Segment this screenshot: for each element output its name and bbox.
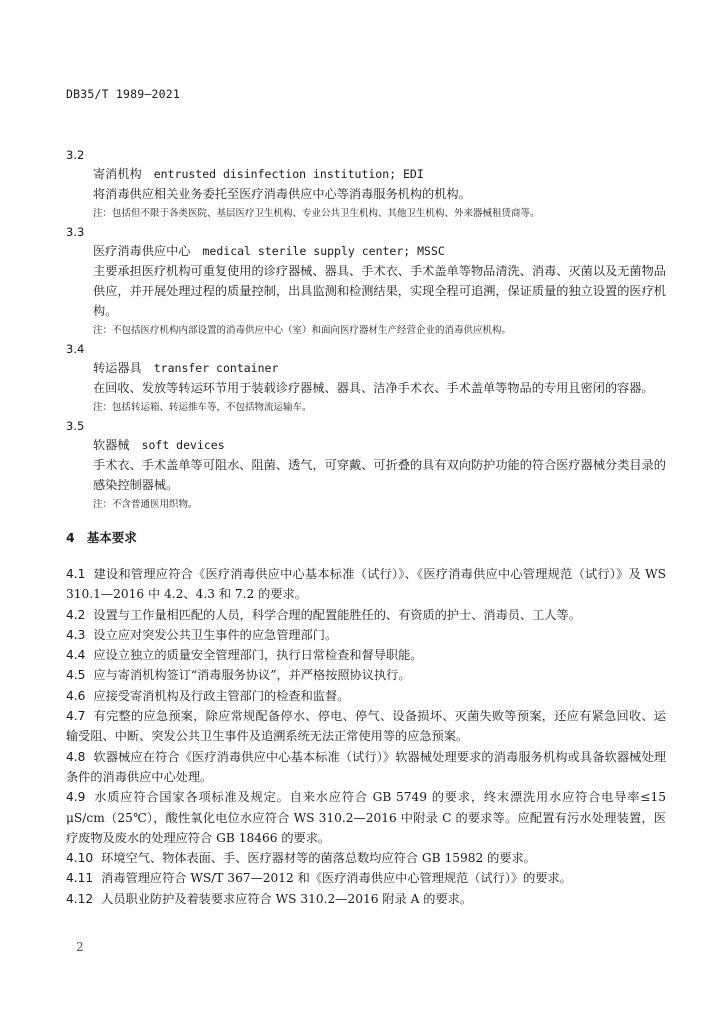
term-title — [93, 241, 666, 261]
clause-list — [66, 564, 666, 909]
clause-text: 建设和管理应符合《医疗消毒供应中心基本标准（试行）》、《医疗消毒供应中心管理规范（试行）》及 WS 310.1—2016 中 4.2、4.3 和 7.2 的要求。 — [66, 567, 666, 602]
clause — [66, 889, 666, 909]
clause — [66, 686, 666, 706]
term-number: 3.2 — [66, 148, 85, 162]
clause-text: 环境空气、物体表面、手、医疗器材等的菌落总数均应符合 GB 15982 的要求。 — [101, 851, 536, 866]
term-entry — [66, 340, 666, 417]
term-definition: 将消毒供应相关业务委托至医疗消毒供应中心等消毒服务机构的机构。 — [93, 187, 471, 201]
clause — [66, 625, 666, 645]
clause-number: 4.10 — [66, 851, 94, 866]
section-number: 4 — [66, 530, 75, 545]
term-note: 注：包括转运箱、转运推车等，不包括物流运输车。 — [93, 402, 312, 413]
clause-text: 人员职业防护及着装要求应符合 WS 310.2—2016 附录 A 的要求。 — [101, 891, 473, 906]
term-definition: 手术衣、手术盖单等可阻水、阻菌、透气，可穿戴、可折叠的具有双向防护功能的符合医疗器械分类目录的感染控制器械。 — [93, 458, 666, 492]
term-title — [93, 435, 666, 455]
term-title — [93, 358, 666, 378]
clause-number: 4.1 — [66, 567, 86, 581]
clause-text: 水质应符合国家各项标准及规定。自来水应符合 GB 5749 的要求，终末漂洗用水应符合电导率≤15 μS/cm（25℃），酸性氧化电位水应符合 WS 310.2—2016 中附录 C 的要求等。应配置有污水处理装置，医疗废物及废水的处理应符合 GB 18466 的要求。 — [66, 790, 666, 845]
clause — [66, 645, 666, 665]
clause-text: 设立应对突发公共卫生事件的应急管理部门。 — [93, 627, 338, 642]
clause-number: 4.5 — [66, 668, 86, 683]
clause-number: 4.4 — [66, 648, 86, 663]
page-number: 2 — [76, 940, 84, 954]
clause-text: 应设立独立的质量安全管理部门，执行日常检查和督导职能。 — [93, 648, 423, 663]
term-title — [93, 164, 666, 184]
clause-text: 应与寄消机构签订“消毒服务协议”，并严格按照协议执行。 — [93, 668, 411, 683]
clause-text: 软器械应在符合《医疗消毒供应中心基本标准（试行）》软器械处理要求的消毒服务机构或具备软器械处理条件的消毒供应中心处理。 — [66, 749, 666, 784]
clause-number: 4.8 — [66, 749, 86, 764]
clause-number: 4.3 — [66, 627, 86, 642]
clause — [66, 564, 666, 605]
clause-number: 4.9 — [66, 790, 86, 805]
term-note: 注：不含普通医用织物。 — [93, 499, 198, 510]
term-definition: 在回收、发放等转运环节用于装载诊疗器械、器具、洁净手术衣、手术盖单等物品的专用且密闭的容器。 — [93, 381, 654, 395]
term-cn: 寄消机构 — [93, 167, 142, 181]
term-number: 3.5 — [66, 419, 85, 433]
clause-text: 设置与工作量相匹配的人员，科学合理的配置能胜任的、有资质的护士、消毒员、工人等。 — [93, 607, 581, 622]
clause-number: 4.7 — [66, 709, 86, 724]
section-title: 基本要求 — [86, 530, 137, 545]
clause — [66, 706, 666, 747]
clause — [66, 605, 666, 625]
term-en: medical sterile supply center; MSSC — [202, 244, 445, 258]
clause-number: 4.2 — [66, 607, 86, 622]
clause-number: 4.6 — [66, 688, 86, 703]
term-entry — [66, 223, 666, 340]
term-en: transfer container — [153, 361, 279, 375]
term-number: 3.4 — [66, 342, 85, 356]
term-entry — [66, 146, 666, 223]
clause — [66, 665, 666, 685]
clause — [66, 868, 666, 888]
term-en: soft devices — [141, 438, 225, 452]
term-entry — [66, 417, 666, 514]
term-cn: 软器械 — [93, 438, 130, 452]
clause — [66, 747, 666, 788]
clause — [66, 848, 666, 868]
term-note: 注：包括但不限于各类医院、基层医疗卫生机构、专业公共卫生机构、其他卫生机构、外来器械租赁商等。 — [93, 208, 540, 219]
document-code: DB35/T 1989—2021 — [66, 87, 180, 101]
clause-text: 应接受寄消机构及行政主管部门的检查和监督。 — [93, 688, 350, 703]
clause-number: 4.11 — [66, 871, 94, 886]
section-heading — [66, 528, 666, 548]
term-number: 3.3 — [66, 225, 85, 239]
term-cn: 转运器具 — [93, 361, 142, 375]
clause-number: 4.12 — [66, 891, 94, 906]
term-en: entrusted disinfection institution; EDI — [153, 167, 424, 181]
term-definition: 主要承担医疗机构可重复使用的诊疗器械、器具、手术衣、手术盖单等物品清洗、消毒、灭菌以及无菌物品供应，并开展处理过程的质量控制，出具监测和检测结果，实现全程可追溯，保证质量的独立设置的医疗机构。 — [93, 264, 666, 318]
term-note: 注：不包括医疗机构内部设置的消毒供应中心（室）和面向医疗器材生产经营企业的消毒供应机构。 — [93, 325, 512, 336]
clause-text: 消毒管理应符合 WS/T 367—2012 和《医疗消毒供应中心管理规范（试行）》的要求。 — [101, 871, 572, 886]
document-body — [66, 146, 666, 909]
clause-text: 有完整的应急预案，除应常规配备停水、停电、停气、设备损坏、灭菌失败等预案，还应有紧急回收、运输受阻、中断、突发公共卫生事件及追溯系统无法正常使用等的应急预案。 — [66, 709, 666, 744]
clause — [66, 787, 666, 848]
term-cn: 医疗消毒供应中心 — [93, 244, 191, 258]
